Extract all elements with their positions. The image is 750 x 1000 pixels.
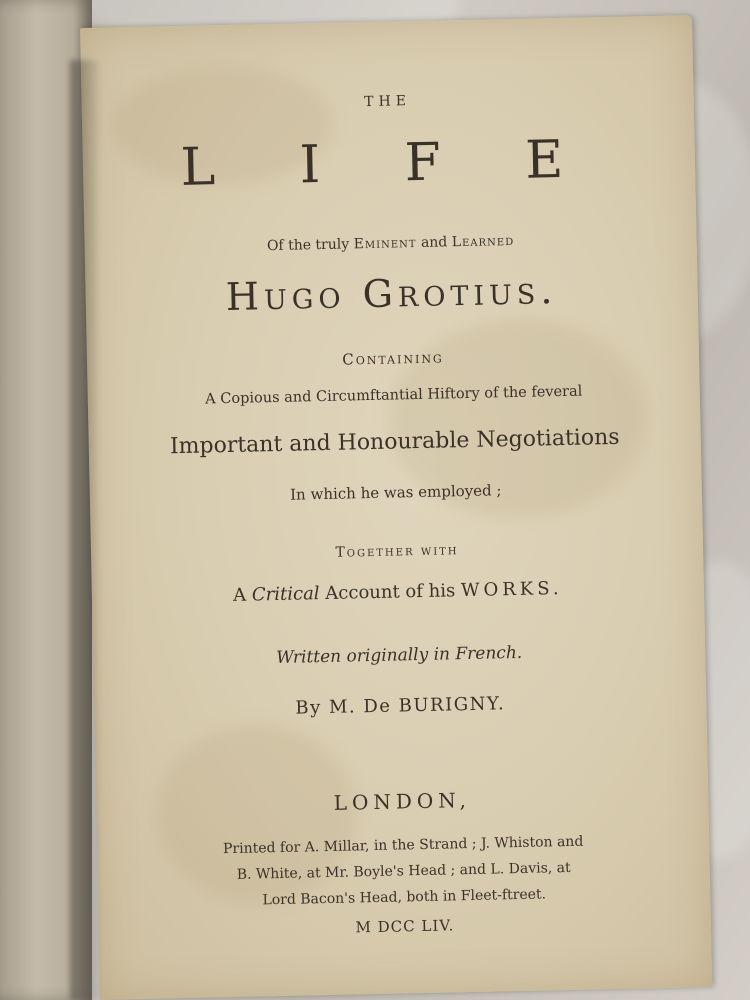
description-line-employed: In which he was employed ; (289, 481, 502, 504)
and-text: and (420, 234, 448, 251)
imprint-line-1: Printed for A. Millar, in the Strand ; J. Whiston and (222, 833, 584, 858)
critical-rest-text: Account of his (325, 580, 456, 604)
eminent-text: Eminent (353, 235, 417, 253)
imprint-london: LONDON, (333, 787, 472, 815)
imprint-line-3: Lord Bacon's Head, both in Fleet-ftreet. (262, 886, 547, 909)
description-line-important: Important and Honourable Negotiations (169, 424, 620, 460)
critical-a-text: A (232, 584, 247, 606)
subject-name: Hugo Grotius. (225, 268, 558, 319)
of-the-truly-text: Of the truly (266, 236, 350, 255)
title-page (80, 15, 712, 1000)
critical-word-text: Critical (251, 583, 320, 606)
heading-life: L I F E (179, 129, 598, 198)
containing-text: Containing (342, 348, 444, 369)
imprint-date: M DCC LIV. (355, 916, 455, 937)
written-originally-text: Written originally in French. (276, 642, 523, 669)
learned-text: Learned (451, 232, 515, 251)
book-gutter-shadow (70, 60, 98, 1000)
subtitle-eminent-learned (84, 229, 696, 258)
critical-account-line (92, 575, 704, 609)
works-text: WORKS. (460, 578, 563, 602)
description-line-copious: A Copious and Circumftantial Hiftory of the feveral (205, 383, 583, 408)
author-line: By M. De BURIGNY. (295, 693, 506, 719)
heading-the: THE (364, 93, 412, 111)
imprint-line-2: B. White, at Mr. Boyle's Head ; and L. Davis, at (236, 859, 571, 883)
together-with-text: Together with (335, 542, 459, 561)
